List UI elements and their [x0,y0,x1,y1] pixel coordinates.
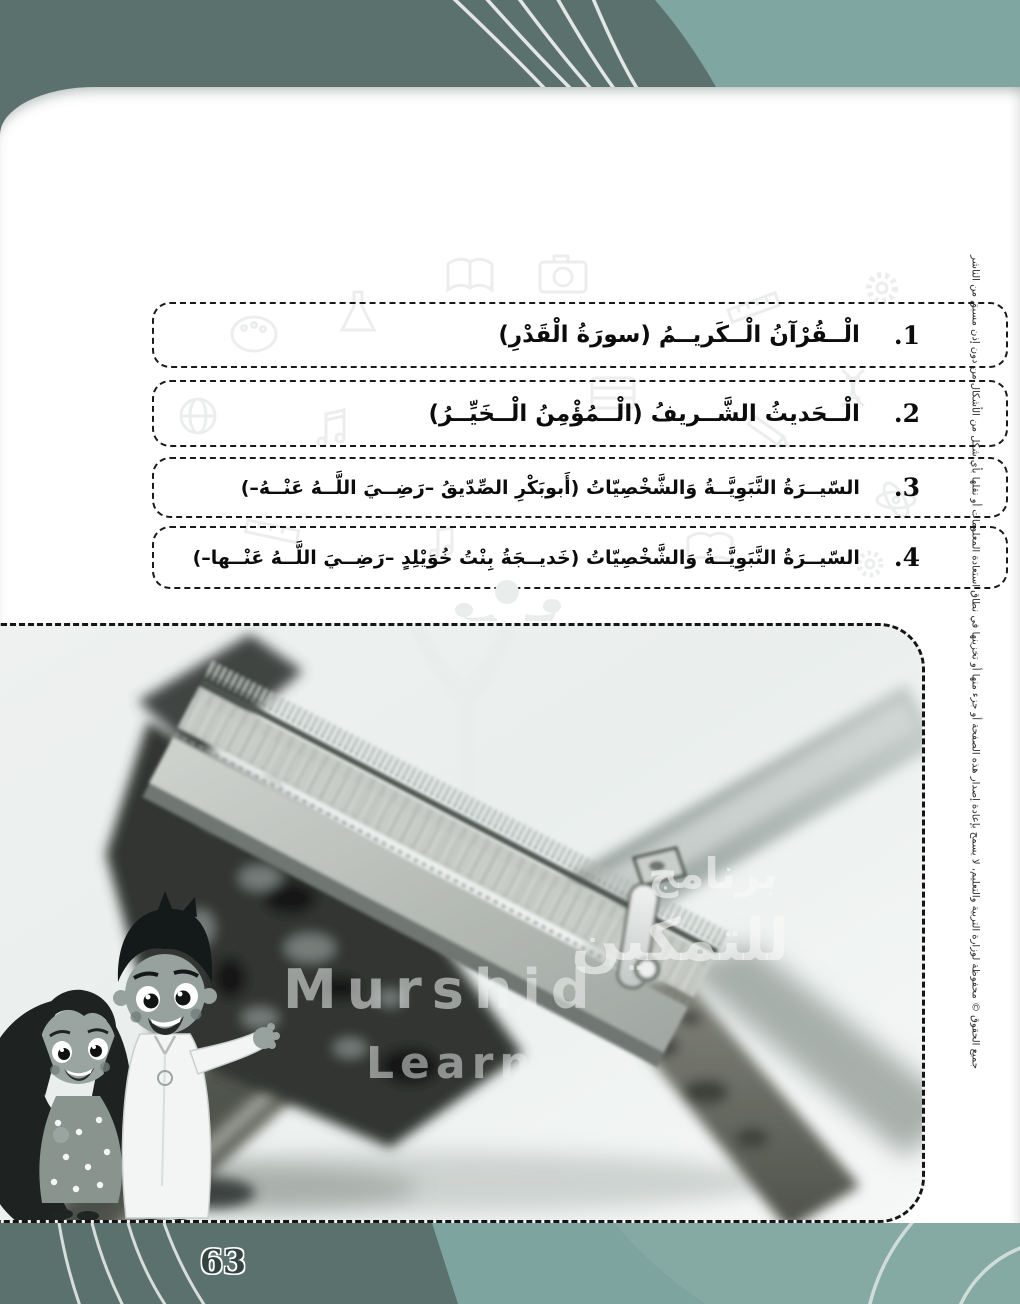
topic-text: السّيــرَةُ النَّبَوِيَّــةُ وَالشَّخْصِيّاتُ (خَديــجَةُ بِنْتُ خُوَيْلِدٍ –رَضِــيَ اللَّــهُ عَنْــها–) [192,546,860,569]
top-curved-lines [451,0,638,90]
topic-box-1 [152,302,1008,368]
book-icon [448,259,492,290]
topic-number: 2. [893,399,920,428]
girl-character [0,990,131,1223]
topic-number: 1. [893,320,920,350]
quran-photo [0,623,925,1223]
topic-box-2 [152,380,1008,447]
camera-icon [540,256,586,292]
bottom-light-band-2 [615,1223,1020,1304]
watermark-latin-1: Murshid [283,958,600,1021]
topic-text: الْــقُرْآنُ الْــكَريــمُ (سورَةُ الْقَدْرِ) [498,322,860,348]
watermark-arabic-2: للتمكين [571,906,789,974]
topic-text: الْــحَديثُ الشَّــريفُ (الْــمُؤْمِنُ الْــخَيِّــرُ) [428,400,860,427]
topic-number: 4. [893,543,920,572]
bottom-light-band [432,1223,1020,1304]
topic-box-4 [152,526,1008,589]
bottom-left-lines [59,1223,205,1304]
page-number: 63 [200,1242,246,1281]
watermark-arabic-1: برنامج [648,849,778,898]
watermark-latin-2: Learning [366,1038,633,1089]
copyright-text: جميع الحقوق © محفوظة لوزارة التربية والتعليم، لا يسمح بإعادة إصدار هذه الصفحة أو جزء منها أو تخزينها في نطاق استعادة المعلومات أو نقلها بأي شكل من الأشكال من دون إذن مسبق من الناشر [969,255,981,1069]
topic-text: السّيــرَةُ النَّبَوِيَّــةُ وَالشَّخْصِيّاتُ (أَبوبَكْرِ الصِّدّيقُ –رَضِــيَ اللَّــهُ عَنْــهُ–) [240,476,860,499]
top-light-band [655,0,1020,87]
topic-box-3 [152,457,1008,518]
gear-icon [869,275,895,301]
topic-number: 3. [893,473,920,502]
